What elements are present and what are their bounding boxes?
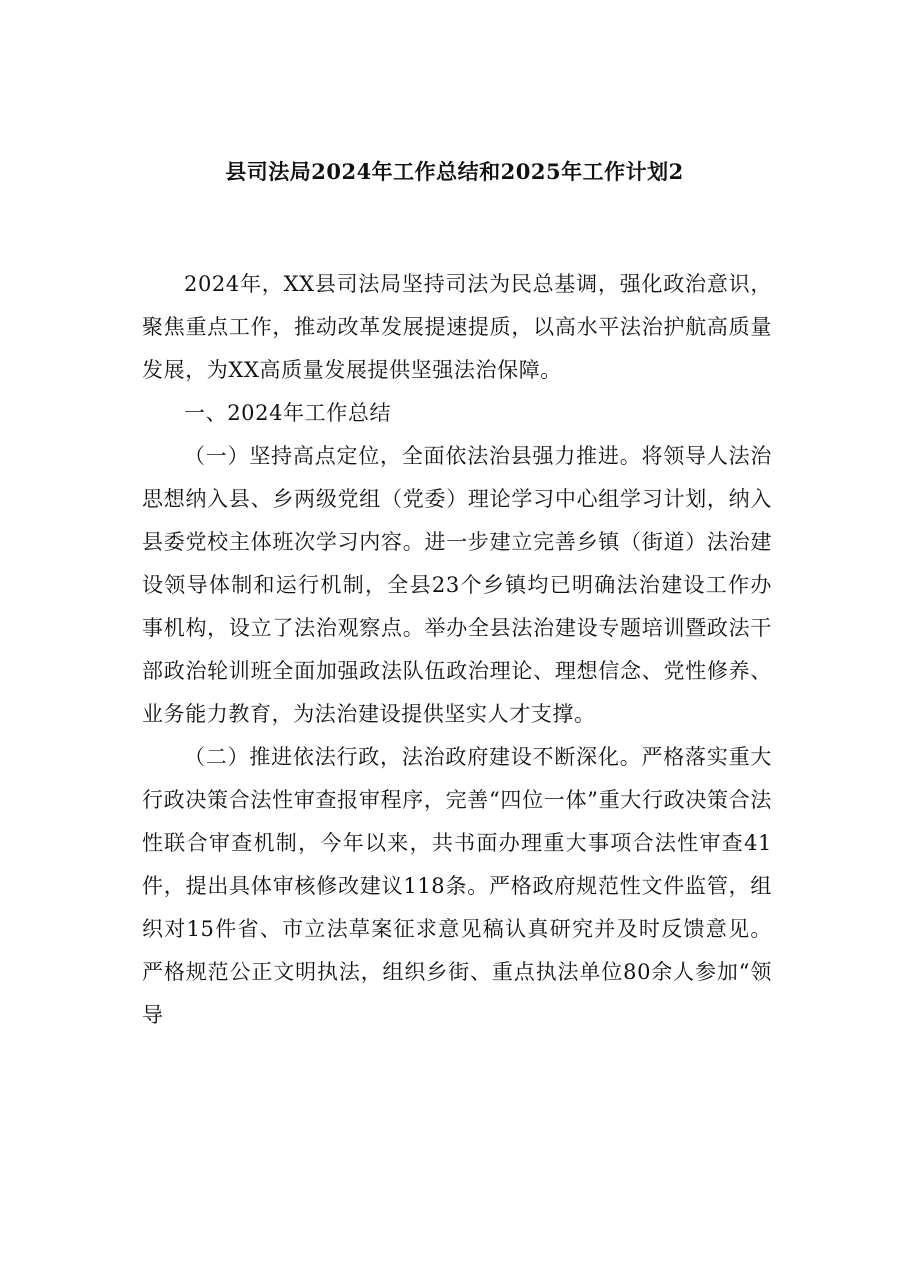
document-body [142,263,772,1037]
paragraph-section-2: （二）推进依法行政，法治政府建设不断深化。严格落实重大行政决策合法性审查报审程序，完善“四位一体”重大行政决策合法性联合审查机制，今年以来，共书面办理重大事项合法性审查41件，提出具体审核修改建议118条。严格政府规范性文件监管，组织对15件省、市立法草案征求意见稿认真研究并及时反馈意见。严格规范公正文明执法，组织乡街、重点执法单位80余人参加“领导 [142,745,772,1027]
document-title: 县司法局2024年工作总结和2025年工作计划2 [225,159,684,184]
section-heading-summary: 一、2024年工作总结 [184,401,392,425]
paragraph-intro: 2024年，XX县司法局坚持司法为民总基调，强化政治意识，聚焦重点工作，推动改革发展提速提质，以高水平法治护航高质量发展，为XX高质量发展提供坚强法治保障。 [142,272,772,382]
paragraph-section-1: （一）坚持高点定位，全面依法治县强力推进。将领导人法治思想纳入县、乡两级党组（党委）理论学习中心组学习计划，纳入县委党校主体班次学习内容。进一步建立完善乡镇（街道）法治建设领导体制和运行机制，全县23个乡镇均已明确法治建设工作办事机构，设立了法治观察点。举办全县法治建设专题培训暨政法干部政治轮训班全面加强政法队伍政治理论、理想信念、党性修养、业务能力教育，为法治建设提供坚实人才支撑。 [142,444,772,726]
